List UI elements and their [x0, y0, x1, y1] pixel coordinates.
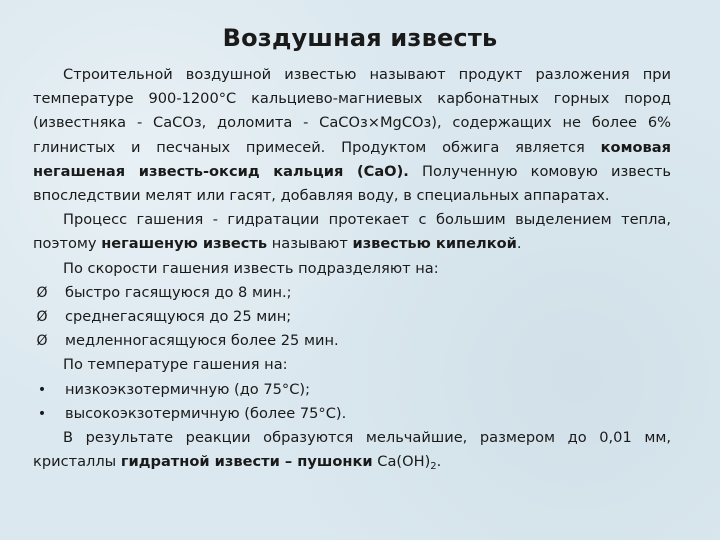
speed-list — [33, 281, 671, 354]
list-item — [33, 329, 671, 353]
formula-text: Са(ОН) — [372, 453, 431, 471]
paragraph-speed-intro: По скорости гашения известь подразделяют на: — [63, 259, 439, 277]
slaking-text-mid: называют — [267, 235, 353, 253]
dot-bullet-icon: • — [37, 381, 47, 398]
list-item — [33, 305, 671, 329]
result-text-end: . — [436, 453, 442, 471]
list-item-text: высокоэкзотермичную (более 75°С). — [65, 404, 347, 422]
term-quicklime: комовая негашеная известь-оксид кальция (СаО). — [33, 138, 671, 180]
paragraph-temp-intro: По температуре гашения на: — [63, 356, 288, 374]
slide-title: Воздушная известь — [222, 24, 498, 52]
term-unslaked-lime: негашеную известь — [101, 235, 268, 253]
list-item-text: быстро гасящуюся до 8 мин.; — [65, 283, 292, 301]
temperature-list — [33, 378, 671, 426]
term-building-lime: Строительной воздушной — [63, 66, 272, 83]
paragraph-definition — [33, 63, 671, 208]
list-item — [33, 281, 671, 305]
dot-bullet-icon: • — [37, 405, 47, 422]
term-boiling-lime: известью кипелкой — [352, 235, 517, 253]
definition-text-end: Полученную комовую известь впоследствии мелят или гасят, добавляя воду, в специальных аппаратах. — [33, 162, 672, 205]
term-hydrated-lime: гидратной извести – пушонки — [120, 453, 373, 471]
list-item-text: низкоэкзотермичную (до 75°С); — [65, 380, 311, 398]
arrow-bullet-icon: Ø — [36, 309, 48, 326]
list-item-text: медленногасящуюся более 25 мин. — [65, 332, 339, 350]
list-item — [33, 378, 671, 402]
slaking-text-end: . — [516, 235, 522, 253]
paragraph-result — [33, 426, 671, 474]
slide-body — [33, 63, 671, 474]
arrow-bullet-icon: Ø — [36, 333, 48, 350]
definition-text: известью называют продукт разложения при температуре 900-1200°С кальциево-магниевых карбонатных горных пород (известняка - СаСОз, доломита - СаСОз×МgСОз), содержащих не более 6% глинистых и песчаных примесей. Продуктом обжига является — [33, 66, 671, 156]
slaking-text: Процесс гашения - гидратации протекает с большим выделением тепла, поэтому — [33, 211, 671, 253]
paragraph-slaking — [33, 208, 671, 256]
formula-subscript: 2 — [430, 461, 437, 473]
list-item-text: среднегасящуюся до 25 мин; — [65, 308, 292, 326]
list-item — [33, 402, 671, 426]
result-text: В результате реакции образуются мельчайшие, размером до 0,01 мм, кристаллы — [33, 429, 671, 471]
arrow-bullet-icon: Ø — [36, 284, 48, 301]
